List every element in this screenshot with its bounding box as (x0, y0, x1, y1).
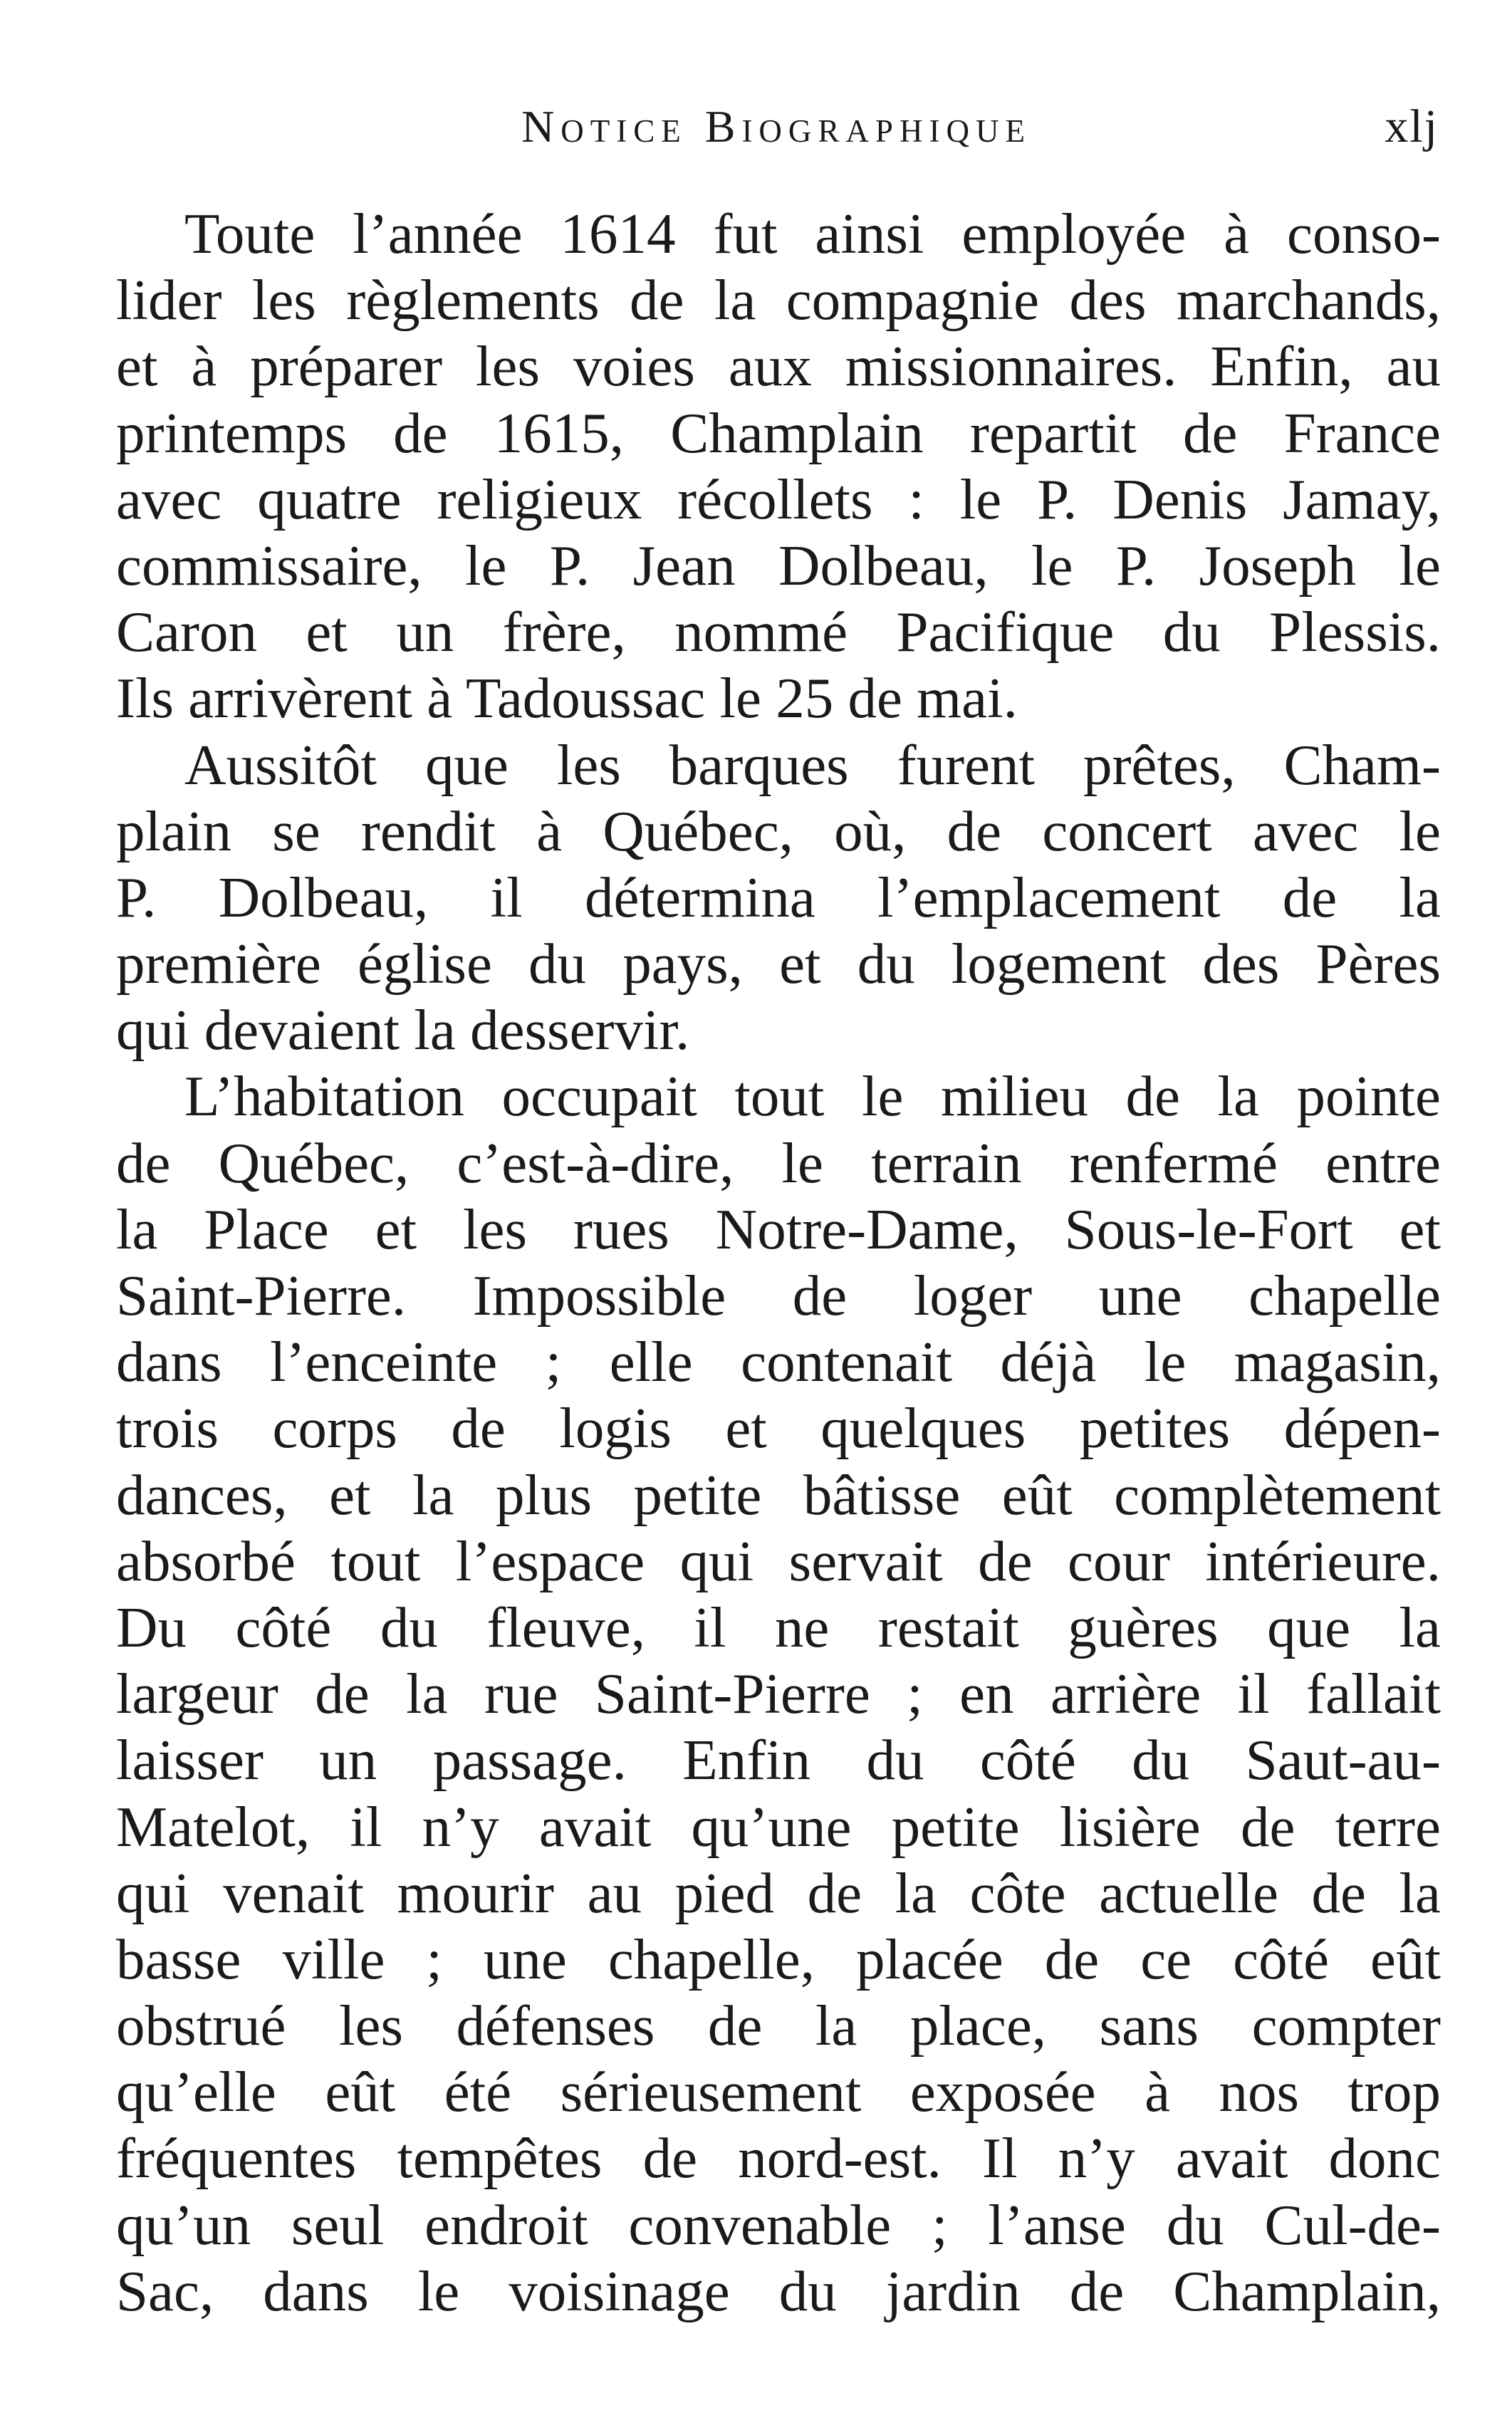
text-line: avec quatre religieux récollets : le P. Denis Jamay, (116, 466, 1441, 531)
text-line: laisser un passage. Enfin du côté du Saut-au- (116, 1728, 1441, 1793)
text-line: largeur de la rue Saint-Pierre ; en arrière il fallait (116, 1662, 1441, 1726)
text-line: lider les règlements de la compagnie des marchands, (116, 268, 1441, 333)
text-line: Toute l’année 1614 fut ainsi employée à conso- (184, 202, 1441, 266)
text-line: qui venait mourir au pied de la côte actuelle de la (116, 1860, 1441, 1925)
running-head (114, 84, 1439, 162)
text-line: printemps de 1615, Champlain repartit de France (116, 400, 1441, 465)
text-line: P. Dolbeau, il détermina l’emplacement de la (116, 865, 1441, 929)
text-line: la Place et les rues Notre-Dame, Sous-le-Fort et (116, 1196, 1441, 1261)
text-line: dans l’enceinte ; elle contenait déjà le magasin, (116, 1330, 1441, 1394)
text-line: première église du pays, et du logement des Pères (116, 932, 1441, 996)
text-line: de Québec, c’est-à-dire, le terrain renfermé entre (116, 1130, 1441, 1195)
text-line: Du côté du fleuve, il ne restait guères que la (116, 1595, 1441, 1659)
text-line: plain se rendit à Québec, où, de concert avec le (116, 798, 1441, 863)
text-line: commissaire, le P. Jean Dolbeau, le P. Joseph le (116, 533, 1441, 598)
text-line: Sac, dans le voisinage du jardin de Champlain, (116, 2258, 1441, 2323)
text-line: L’habitation occupait tout le milieu de la pointe (184, 1064, 1441, 1129)
text-line: trois corps de logis et quelques petites dépen- (116, 1396, 1441, 1461)
text-line: Aussitôt que les barques furent prêtes, Cham- (184, 732, 1441, 797)
text-line: absorbé tout l’espace qui servait de cour intérieure. (116, 1528, 1441, 1593)
paragraph-3 (116, 1063, 1441, 2325)
page-number: xlj (1385, 100, 1439, 152)
text-line: et à préparer les voies aux missionnaires. Enfin, au (116, 334, 1441, 399)
text-line: Caron et un frère, nommé Pacifique du Plessis. (116, 600, 1441, 664)
text-line: obstrué les défenses de la place, sans compter (116, 1993, 1441, 2058)
text-line: Saint-Pierre. Impossible de loger une chapelle (116, 1263, 1441, 1328)
paragraph-1 (116, 201, 1441, 732)
text-line: qu’un seul endroit convenable ; l’anse du Cul-de- (116, 2192, 1441, 2257)
text-line: fréquentes tempêtes de nord-est. Il n’y avait donc (116, 2126, 1441, 2191)
text-line: Ils arrivèrent à Tadoussac le 25 de mai. (116, 666, 1018, 731)
running-title: Notice Biographique (521, 101, 1031, 152)
text-line: qu’elle eût été sérieusement exposée à nos trop (116, 2060, 1441, 2124)
text-line: basse ville ; une chapelle, placée de ce côté eût (116, 1926, 1441, 1991)
text-line: qui devaient la desservir. (116, 998, 690, 1063)
text-line: Matelot, il n’y avait qu’une petite lisière de terre (116, 1794, 1441, 1859)
text-line: dances, et la plus petite bâtisse eût complètement (116, 1462, 1441, 1527)
paragraph-2 (116, 732, 1441, 1064)
body-text (116, 201, 1441, 2325)
